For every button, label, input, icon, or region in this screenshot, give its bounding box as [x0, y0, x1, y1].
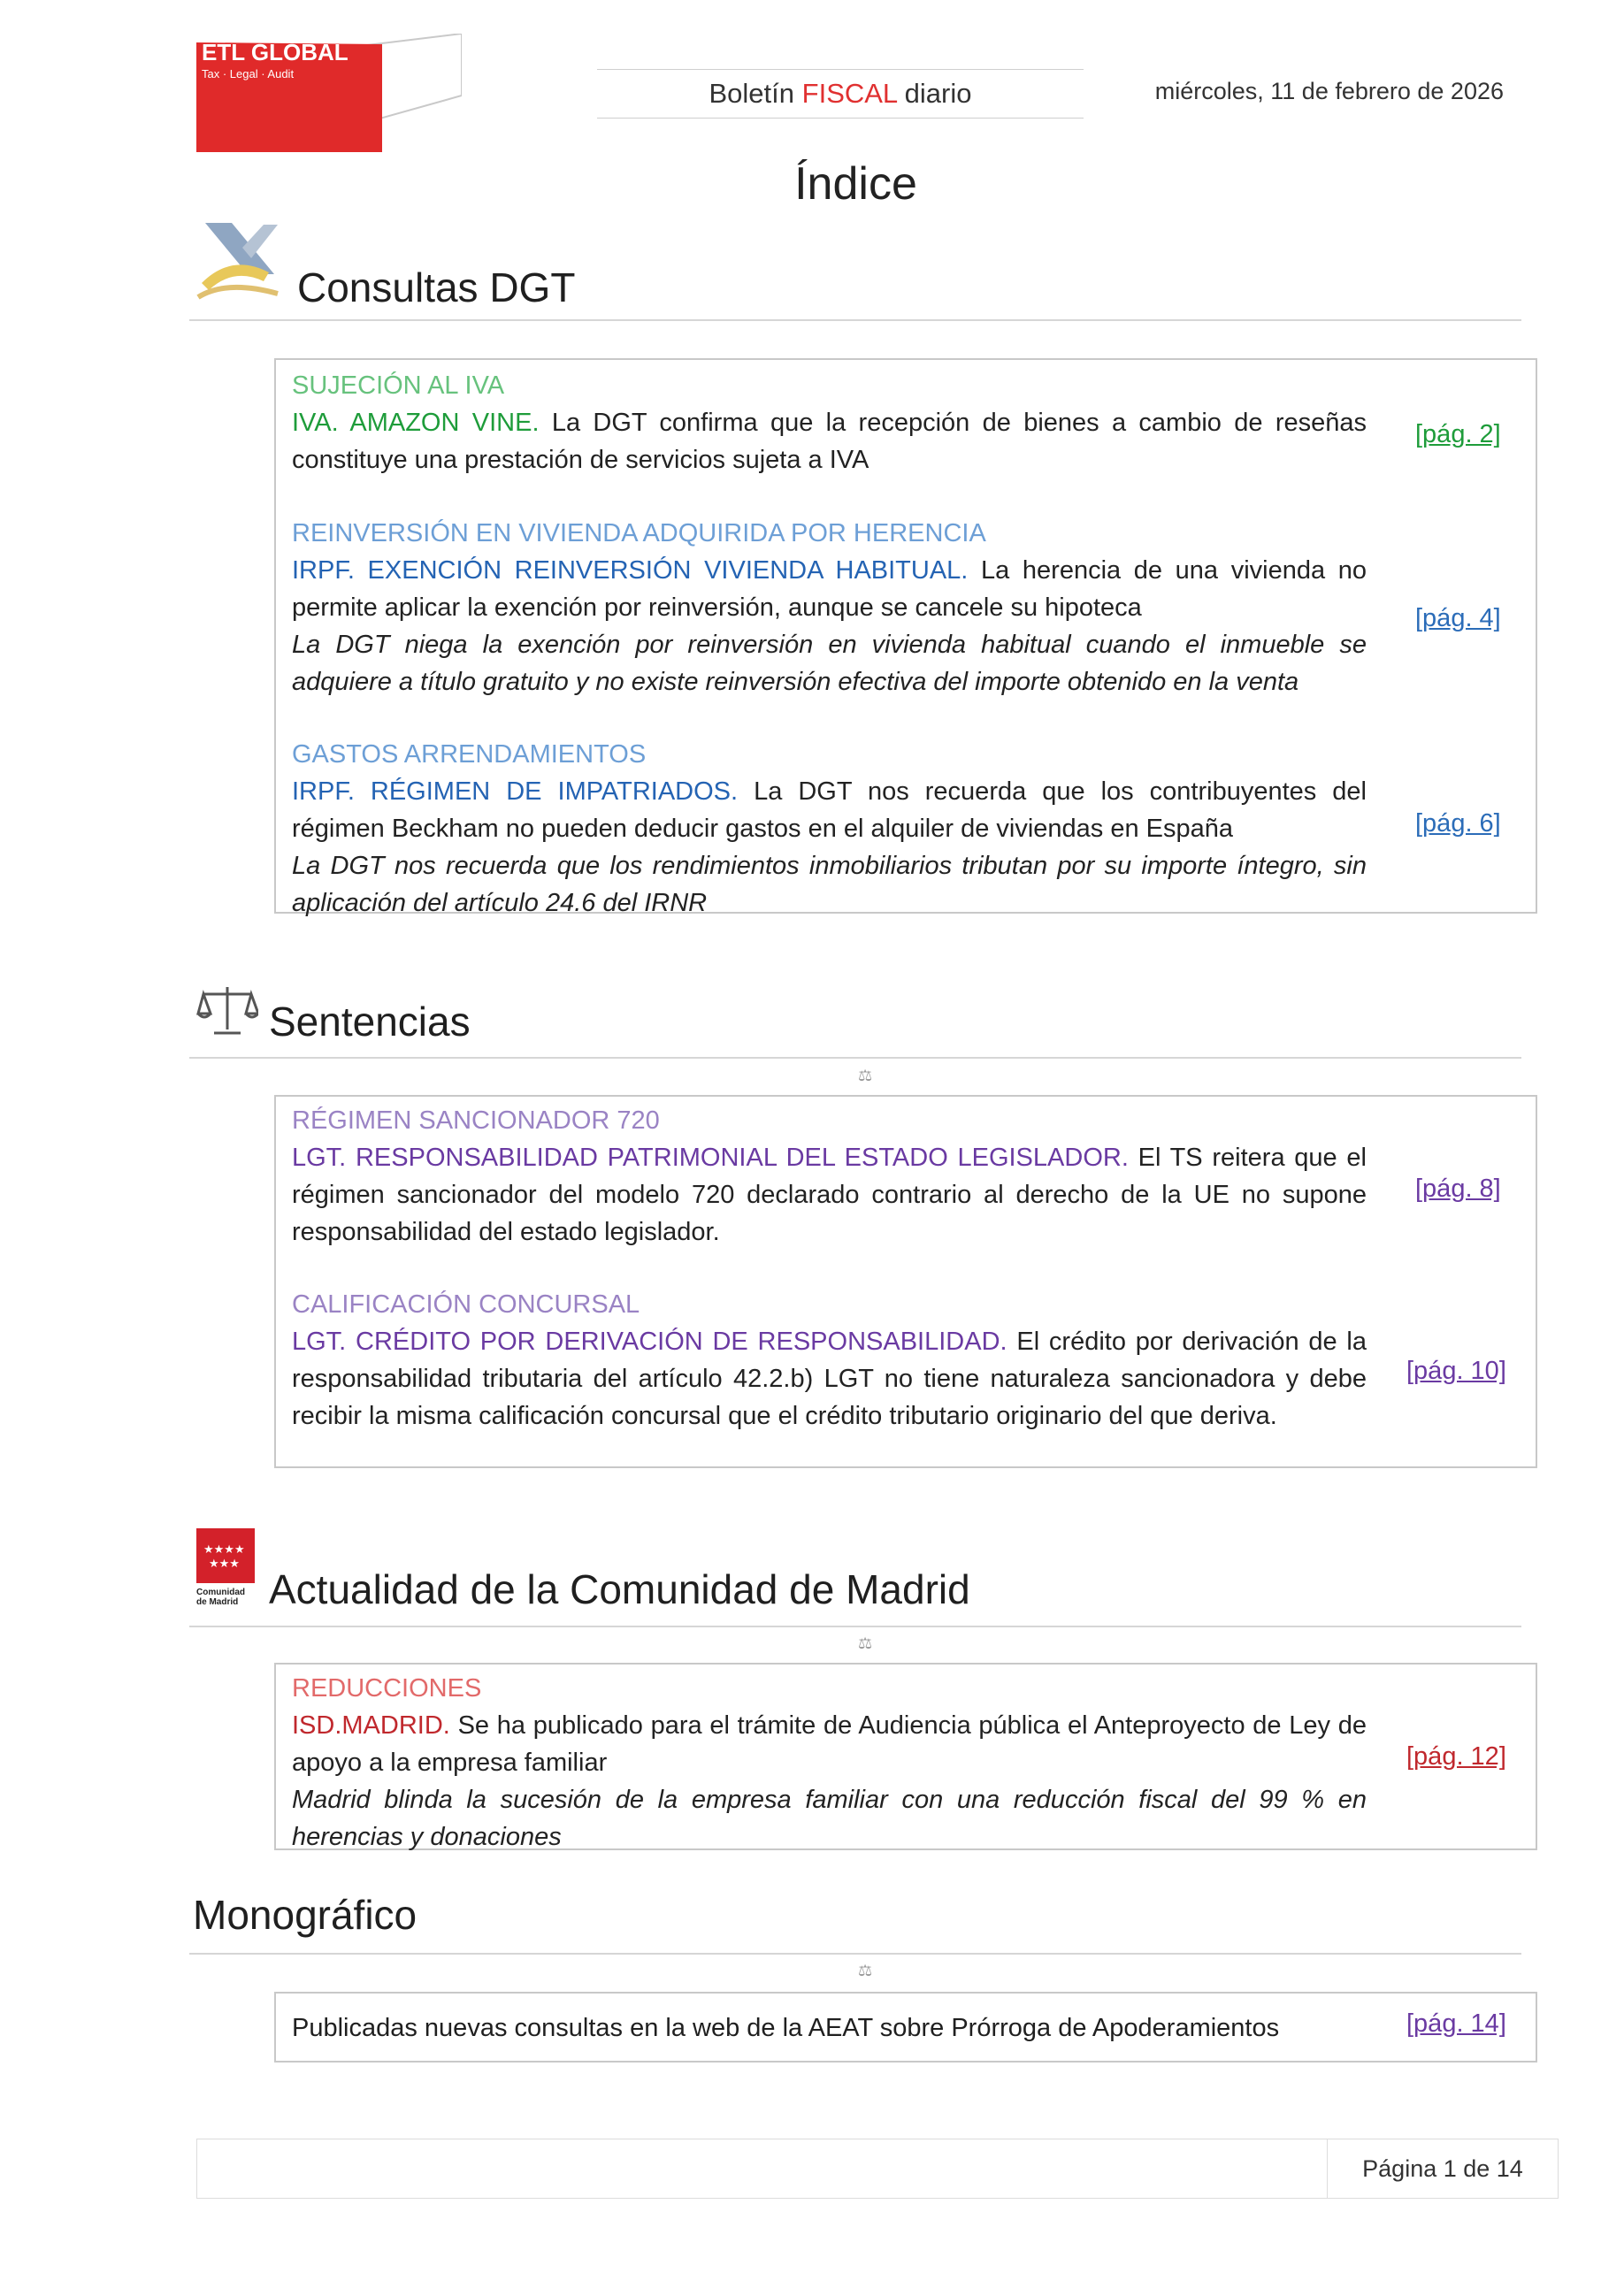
scales-icon: ⚖ — [858, 1962, 873, 1979]
section-rule — [189, 1626, 1521, 1627]
entry-headline[interactable]: IVA. AMAZON VINE. — [292, 409, 540, 437]
madrid-flag-icon — [196, 1528, 255, 1583]
entry-headline[interactable]: IRPF. RÉGIMEN DE IMPATRIADOS. — [292, 777, 739, 806]
bulletin-prefix: Boletín — [709, 78, 795, 109]
page-link[interactable]: [pág. 2] — [1415, 420, 1501, 448]
monografico-index-box — [274, 1992, 1537, 2063]
dgt-index-box — [274, 358, 1537, 917]
page-link[interactable]: [pág. 12] — [1406, 1742, 1506, 1771]
entry-headline[interactable]: LGT. CRÉDITO POR DERIVACIÓN DE RESPONSABILIDAD. — [292, 1328, 1007, 1356]
logo-subtext: Tax · Legal · Audit — [202, 67, 295, 80]
entry-body: Se ha publicado para el trámite de Audiencia pública el Anteproyecto de Ley de apoyo a la empresa familiar — [292, 1711, 1367, 1777]
section-rule — [189, 1057, 1521, 1059]
scales-icon — [196, 982, 258, 1037]
logo-caption — [196, 1588, 255, 1607]
entry-italic: La DGT nos recuerda que los rendimientos inmobiliarios tributan por su importe íntegro, sin aplicación del artículo 24.6 del IRNR — [292, 852, 1367, 917]
bulletin-accent: FISCAL — [801, 78, 898, 109]
section-rule — [189, 1953, 1521, 1955]
entry-body: La DGT nos recuerda que los contribuyentes del régimen Beckham no pueden deducir gastos en el alquiler de viviendas en España — [292, 777, 1367, 843]
header-date: miércoles, 11 de febrero de 2026 — [1154, 78, 1504, 104]
etl-global-logo — [196, 34, 462, 152]
entry-category: SUJECIÓN AL IVA — [292, 371, 505, 400]
index-entry — [292, 367, 1367, 478]
entry-headline[interactable]: LGT. RESPONSABILIDAD PATRIMONIAL DEL ESTADO LEGISLADOR. — [292, 1144, 1129, 1172]
entry-body: La DGT confirma que la recepción de bienes a cambio de reseñas constituye una prestación de servicios sujeta a IVA — [292, 409, 1367, 474]
sentencias-index-box — [274, 1095, 1537, 1468]
section-heading-madrid: Actualidad de la Comunidad de Madrid — [269, 1566, 970, 1612]
entry-body: La herencia de una vivienda no permite aplicar la exención por reinversión, aunque se cancele su hipoteca — [292, 556, 1367, 622]
bulletin-title — [597, 69, 1084, 119]
entry-category: GASTOS ARRENDAMIENTOS — [292, 740, 647, 769]
index-entry — [292, 1286, 1367, 1435]
entry-category: REDUCCIONES — [292, 1674, 482, 1703]
page-link[interactable]: [pág. 14] — [1406, 2009, 1506, 2038]
page-link[interactable]: [pág. 8] — [1415, 1175, 1501, 1203]
scales-icon: ⚖ — [858, 1067, 873, 1084]
section-rule — [189, 319, 1521, 321]
entry-italic: La DGT niega la exención por reinversión en vivienda habitual cuando el inmueble se adquiere a título gratuito y no existe reinversión efectiva del importe obtenido en la venta — [292, 631, 1367, 696]
entry-category: CALIFICACIÓN CONCURSAL — [292, 1290, 640, 1319]
index-entry — [292, 1670, 1367, 1856]
svg-text:★★★: ★★★ — [209, 1557, 240, 1571]
page-link[interactable]: [pág. 10] — [1406, 1357, 1506, 1385]
page-link[interactable]: [pág. 6] — [1415, 809, 1501, 838]
entry-italic: Madrid blinda la sucesión de la empresa familiar con una reducción fiscal del 99 % en herencias y donaciones — [292, 1786, 1367, 1851]
index-entry — [292, 1102, 1367, 1251]
entry-headline[interactable]: IRPF. EXENCIÓN REINVERSIÓN VIVIENDA HABITUAL. — [292, 556, 969, 585]
entry-category: REINVERSIÓN EN VIVIENDA ADQUIRIDA POR HERENCIA — [292, 519, 986, 547]
page-link[interactable]: [pág. 4] — [1415, 604, 1501, 632]
comunidad-madrid-logo-icon — [196, 1528, 255, 1608]
madrid-index-box — [274, 1663, 1537, 1850]
monografico-headline[interactable]: Publicadas nuevas consultas en la web de la AEAT sobre Prórroga de Apoderamientos — [292, 2014, 1280, 2042]
svg-text:★★★★: ★★★★ — [203, 1543, 245, 1557]
scales-icon: ⚖ — [858, 1634, 873, 1652]
section-heading-monografico: Monográfico — [193, 1892, 417, 1938]
index-entry — [292, 736, 1367, 922]
page-number: Página 1 de 14 — [1362, 2155, 1523, 2182]
aeat-logo-icon — [196, 221, 285, 301]
logo-caption-line: de Madrid — [196, 1597, 239, 1607]
entry-category: RÉGIMEN SANCIONADOR 720 — [292, 1106, 660, 1135]
page-title: Índice — [794, 158, 917, 210]
entry-body: El TS reitera que el régimen sancionador del modelo 720 declarado contrario al derecho de la UE no supone responsabilidad del estado legislador. — [292, 1144, 1367, 1246]
logo-caption-line: Comunidad — [196, 1588, 245, 1597]
index-entry — [292, 515, 1367, 700]
entry-body: El crédito por derivación de la responsabilidad tributaria del artículo 42.2.b) LGT no tiene naturaleza sancionadora y debe recibir la misma calificación concursal que el crédito tributario originario del que deriva. — [292, 1328, 1367, 1430]
section-heading-dgt: Consultas DGT — [297, 264, 576, 310]
logo-text: ETL GLOBAL — [202, 39, 349, 65]
entry-headline[interactable]: ISD.MADRID. — [292, 1711, 450, 1740]
section-heading-sentencias: Sentencias — [269, 999, 471, 1045]
bulletin-suffix: diario — [904, 78, 972, 109]
